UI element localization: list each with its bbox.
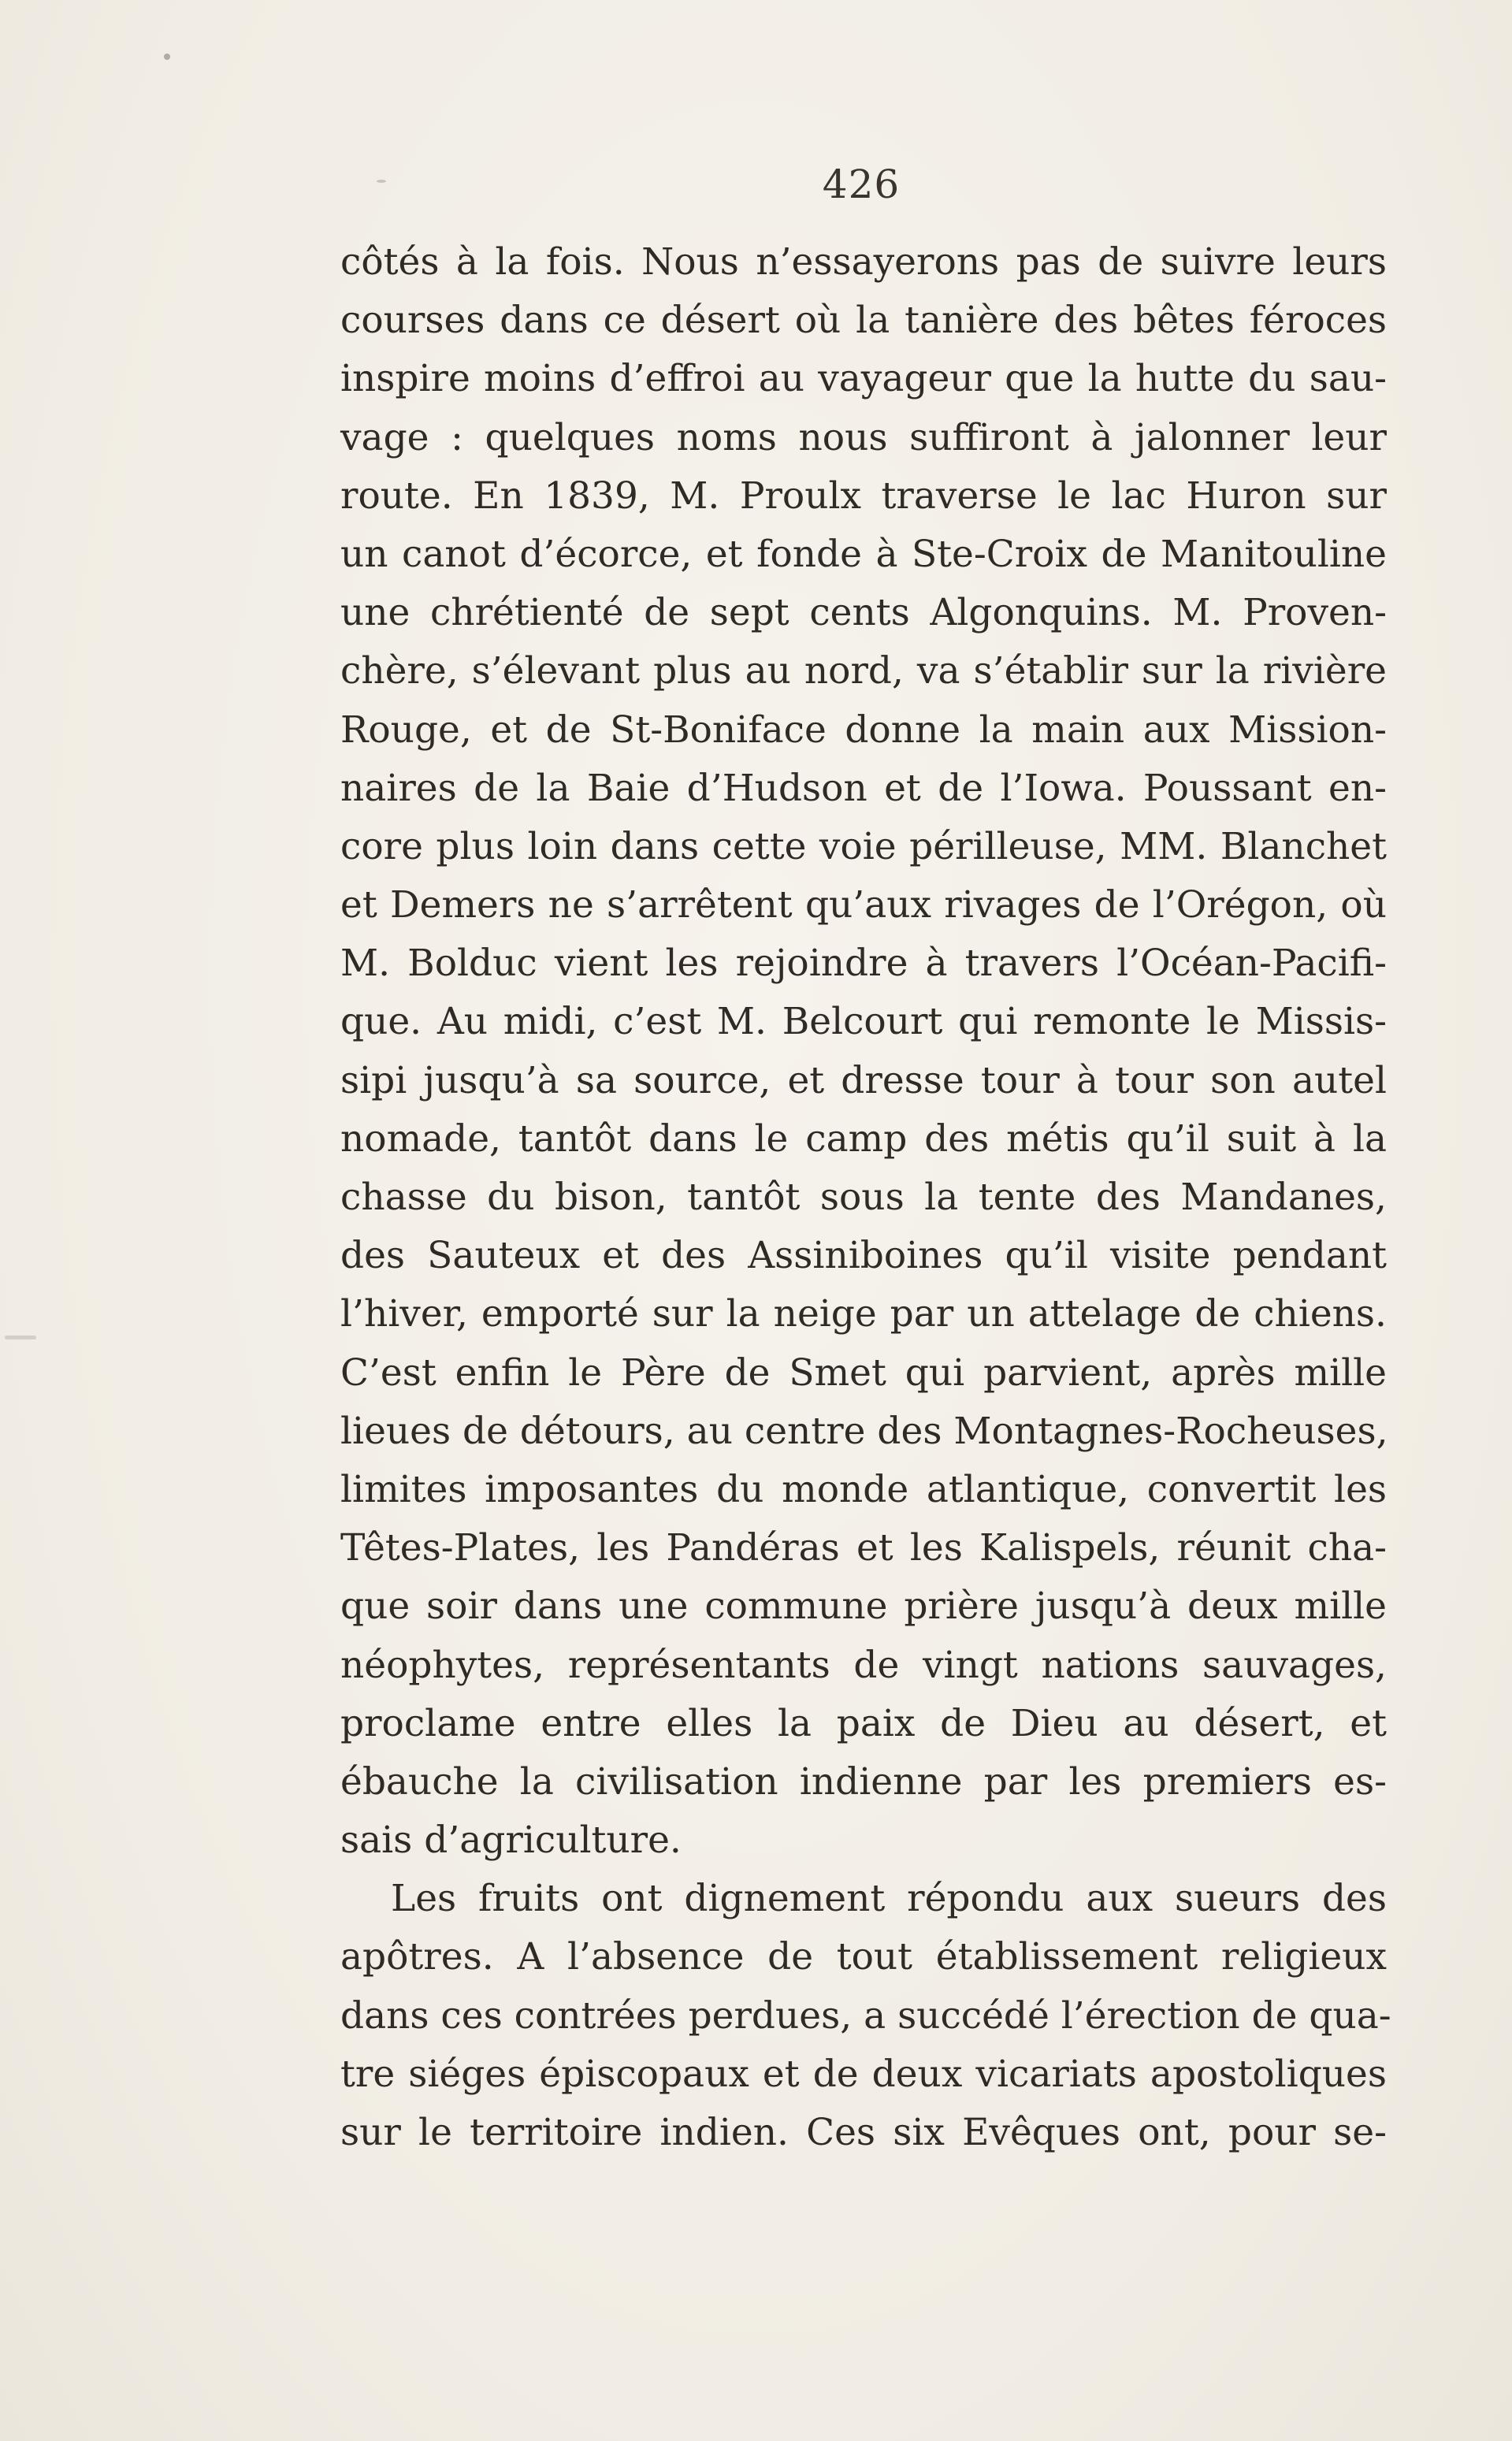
- text-line: côtés à la fois. Nous n’essayerons pas de suivre leurs: [340, 240, 1387, 284]
- text-line: proclame entre elles la paix de Dieu au désert, et: [340, 1701, 1387, 1745]
- text-line: sipi jusqu’à sa source, et dresse tour à tour son autel: [340, 1058, 1387, 1102]
- text-line: lieues de détours, au centre des Montagnes-Rocheuses,: [340, 1409, 1388, 1453]
- page-number: 426: [822, 162, 901, 207]
- text-line: et Demers ne s’arrêtent qu’aux rivages de l’Orégon, où: [340, 883, 1387, 927]
- text-line: limites imposantes du monde atlantique, convertit les: [340, 1467, 1387, 1511]
- text-line: ébauche la civilisation indienne par les premiers es-: [340, 1759, 1387, 1804]
- text-line: des Sauteux et des Assiniboines qu’il visite pendant: [340, 1234, 1387, 1278]
- text-line: que. Au midi, c’est M. Belcourt qui remonte le Missis-: [340, 1000, 1387, 1044]
- text-line: apôtres. A l’absence de tout établissement religieux: [340, 1935, 1387, 1979]
- text-line: Rouge, et de St-Boniface donne la main aux Mission-: [340, 708, 1387, 752]
- text-line: tre siéges épiscopaux et de deux vicariats apostoliques: [340, 2052, 1387, 2096]
- text-line: C’est enfin le Père de Smet qui parvient, après mille: [340, 1351, 1387, 1395]
- text-line: que soir dans une commune prière jusqu’à deux mille: [340, 1585, 1387, 1629]
- ink-speck: [164, 54, 170, 60]
- body-text: [340, 233, 1391, 2162]
- text-line: M. Bolduc vient les rejoindre à travers l’Océan-Pacifi-: [340, 942, 1387, 986]
- text-line: un canot d’écorce, et fonde à Ste-Croix de Manitouline: [340, 532, 1387, 576]
- ink-speck: [5, 1336, 36, 1339]
- text-line: l’hiver, emporté sur la neige par un attelage de chiens.: [340, 1292, 1387, 1336]
- text-line: core plus loin dans cette voie périlleuse, MM. Blanchet: [340, 824, 1387, 868]
- text-line: Les fruits ont dignement répondu aux sueurs des: [391, 1877, 1387, 1921]
- text-line: vage : quelques noms nous suffiront à jalonner leur: [340, 415, 1387, 459]
- text-line: une chrétienté de sept cents Algonquins. M. Proven-: [340, 591, 1387, 635]
- text-line: naires de la Baie d’Hudson et de l’Iowa. Poussant en-: [340, 766, 1387, 810]
- text-line: courses dans ce désert où la tanière des bêtes féroces: [340, 299, 1387, 343]
- text-line: chasse du bison, tantôt sous la tente des Mandanes,: [340, 1176, 1387, 1219]
- text-line: dans ces contrées perdues, a succédé l’érection de qua-: [340, 1993, 1391, 2038]
- text-line: sais d’agriculture.: [340, 1819, 682, 1863]
- text-line: route. En 1839, M. Proulx traverse le lac Huron sur: [340, 474, 1387, 518]
- text-line: nomade, tantôt dans le camp des métis qu’il suit à la: [340, 1116, 1387, 1161]
- text-line: néophytes, représentants de vingt nations sauvages,: [340, 1643, 1387, 1687]
- text-line: inspire moins d’effroi au vayageur que la hutte du sau-: [340, 357, 1387, 401]
- text-line: Têtes-Plates, les Pandéras et les Kalispels, réunit cha-: [340, 1526, 1387, 1570]
- text-line: chère, s’élevant plus au nord, va s’établir sur la rivière: [340, 649, 1387, 693]
- text-line: sur le territoire indien. Ces six Evêques ont, pour se-: [340, 2111, 1387, 2154]
